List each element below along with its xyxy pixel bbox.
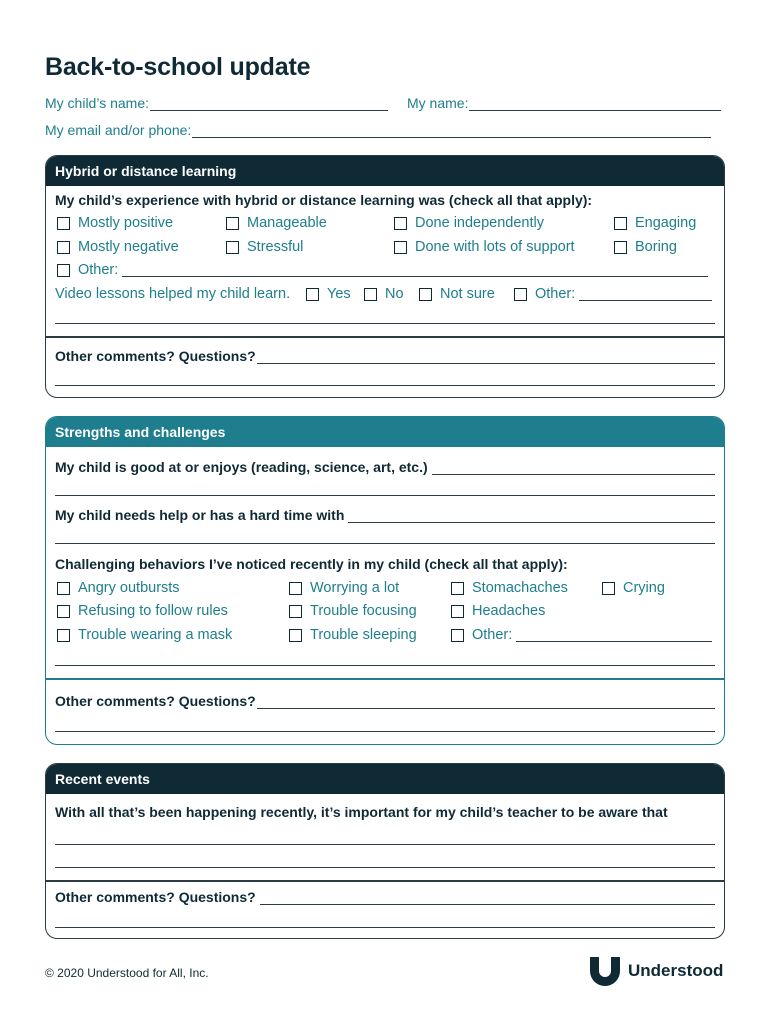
option-label: Other:	[472, 627, 513, 643]
checkbox-box[interactable]	[57, 217, 70, 230]
checkbox-headaches[interactable]	[451, 603, 545, 619]
checkbox-done-independently[interactable]	[394, 215, 544, 231]
comments-line[interactable]	[257, 697, 715, 709]
question-text: My child’s experience with hybrid or distance learning was (check all that apply):	[55, 192, 593, 208]
option-label: Other:	[78, 262, 119, 278]
checkbox-box[interactable]	[57, 241, 70, 254]
email-phone-line[interactable]	[192, 124, 711, 138]
divider	[46, 678, 724, 680]
checkbox-refusing-rules[interactable]	[57, 603, 228, 619]
answer-line[interactable]	[55, 927, 715, 928]
checkbox-no[interactable]	[364, 286, 404, 302]
checkbox-box[interactable]	[57, 629, 70, 642]
checkbox-box[interactable]	[289, 605, 302, 618]
option-label: Angry outbursts	[78, 580, 180, 596]
checkbox-box[interactable]	[57, 582, 70, 595]
my-name-line[interactable]	[469, 97, 721, 111]
option-label: Stressful	[247, 239, 304, 255]
checkbox-box[interactable]	[451, 605, 464, 618]
option-label: Done with lots of support	[415, 239, 575, 255]
section-heading: Strengths and challenges	[46, 417, 724, 447]
checkbox-box[interactable]	[226, 241, 239, 254]
answer-line[interactable]	[55, 731, 715, 732]
checkbox-lots-of-support[interactable]	[394, 239, 575, 255]
section-recent-events	[45, 763, 725, 939]
checkbox-boring[interactable]	[614, 239, 677, 255]
my-name-label: My name:	[407, 95, 469, 111]
checkbox-box[interactable]	[419, 288, 432, 301]
comments-label: Other comments? Questions?	[55, 348, 256, 364]
question-text: With all that’s been happening recently, it’s important for my child’s teacher to be aware that	[55, 804, 668, 820]
checkbox-manageable[interactable]	[226, 215, 327, 231]
understood-u-icon	[588, 954, 622, 988]
option-label: Engaging	[635, 215, 697, 231]
checkbox-mostly-negative[interactable]	[57, 239, 179, 255]
option-label: Worrying a lot	[310, 580, 400, 596]
checkbox-box[interactable]	[451, 629, 464, 642]
comments-row[interactable]	[55, 693, 715, 709]
section-hybrid-learning	[45, 155, 725, 398]
checkbox-box[interactable]	[289, 582, 302, 595]
option-label: Yes	[327, 286, 351, 302]
childs-name-line[interactable]	[150, 97, 388, 111]
answer-line[interactable]	[55, 867, 715, 868]
checkbox-mostly-positive[interactable]	[57, 215, 173, 231]
answer-line[interactable]	[55, 543, 715, 544]
checkbox-box[interactable]	[364, 288, 377, 301]
checkbox-video-other[interactable]	[514, 286, 712, 302]
checkbox-not-sure[interactable]	[419, 286, 495, 302]
comments-label: Other comments? Questions?	[55, 693, 256, 709]
section-strengths-challenges	[45, 416, 725, 745]
checkbox-box[interactable]	[514, 288, 527, 301]
childs-name-field[interactable]	[45, 95, 388, 111]
option-label: Refusing to follow rules	[78, 603, 228, 619]
checkbox-box[interactable]	[306, 288, 319, 301]
option-label: Headaches	[472, 603, 546, 619]
option-label: Not sure	[440, 286, 495, 302]
question-text: Challenging behaviors I’ve noticed recently in my child (check all that apply):	[55, 556, 568, 572]
option-label: Manageable	[247, 215, 327, 231]
option-label: Other:	[535, 286, 576, 302]
checkbox-stressful[interactable]	[226, 239, 303, 255]
logo-word: Understood	[628, 961, 724, 980]
divider	[46, 880, 724, 882]
answer-line[interactable]	[55, 385, 715, 386]
page-title: Back-to-school update	[45, 53, 311, 81]
understood-logo	[588, 954, 723, 988]
option-label: Trouble focusing	[310, 603, 417, 619]
video-question: Video lessons helped my child learn.	[55, 286, 291, 302]
comments-row[interactable]	[55, 889, 715, 905]
option-label: Trouble wearing a mask	[78, 627, 233, 643]
experience-question	[55, 192, 715, 208]
section-heading: Hybrid or distance learning	[46, 156, 724, 186]
answer-line[interactable]	[55, 495, 715, 496]
email-phone-label: My email and/or phone:	[45, 122, 192, 138]
checkbox-behavior-other[interactable]	[451, 627, 712, 643]
answer-line[interactable]	[55, 323, 715, 324]
video-lessons-row	[55, 286, 290, 302]
needs-help-label: My child needs help or has a hard time with	[55, 507, 345, 523]
checkbox-box[interactable]	[614, 241, 627, 254]
good-at-line[interactable]	[432, 463, 715, 475]
option-label: No	[385, 286, 404, 302]
email-phone-field[interactable]	[45, 122, 711, 138]
copyright: © 2020 Understood for All, Inc.	[45, 966, 209, 980]
other-line[interactable]	[122, 263, 708, 277]
checkbox-box[interactable]	[614, 217, 627, 230]
divider	[46, 336, 724, 338]
checkbox-box[interactable]	[394, 241, 407, 254]
comments-row[interactable]	[55, 348, 715, 364]
checkbox-other[interactable]	[57, 262, 708, 278]
good-at-row[interactable]	[55, 459, 715, 475]
answer-line[interactable]	[55, 665, 715, 666]
checkbox-yes[interactable]	[306, 286, 351, 302]
comments-line[interactable]	[260, 893, 715, 905]
checkbox-worrying[interactable]	[289, 580, 399, 596]
option-label: Stomachaches	[472, 580, 568, 596]
option-label: Crying	[623, 580, 665, 596]
checkbox-angry-outbursts[interactable]	[57, 580, 180, 596]
option-label: Boring	[635, 239, 677, 255]
checkbox-crying[interactable]	[602, 580, 665, 596]
aware-question	[55, 804, 715, 820]
needs-help-row[interactable]	[55, 507, 715, 523]
comments-line[interactable]	[257, 352, 715, 364]
checkbox-box[interactable]	[57, 264, 70, 277]
other-line[interactable]	[516, 628, 712, 642]
checkbox-trouble-sleeping[interactable]	[289, 627, 417, 643]
other-line[interactable]	[579, 287, 712, 301]
needs-help-line[interactable]	[348, 511, 715, 523]
checkbox-box[interactable]	[57, 605, 70, 618]
answer-line[interactable]	[55, 844, 715, 845]
behaviors-question	[55, 556, 715, 572]
checkbox-box[interactable]	[602, 582, 615, 595]
good-at-label: My child is good at or enjoys (reading, science, art, etc.)	[55, 459, 428, 475]
comments-label: Other comments? Questions?	[55, 889, 256, 905]
checkbox-box[interactable]	[451, 582, 464, 595]
checkbox-trouble-focusing[interactable]	[289, 603, 417, 619]
checkbox-engaging[interactable]	[614, 215, 696, 231]
checkbox-stomachaches[interactable]	[451, 580, 568, 596]
checkbox-box[interactable]	[394, 217, 407, 230]
checkbox-wearing-mask[interactable]	[57, 627, 232, 643]
checkbox-box[interactable]	[289, 629, 302, 642]
checkbox-box[interactable]	[226, 217, 239, 230]
option-label: Mostly positive	[78, 215, 174, 231]
option-label: Done independently	[415, 215, 544, 231]
section-heading: Recent events	[46, 764, 724, 794]
option-label: Trouble sleeping	[310, 627, 417, 643]
childs-name-label: My child’s name:	[45, 95, 150, 111]
my-name-field[interactable]	[407, 95, 721, 111]
option-label: Mostly negative	[78, 239, 179, 255]
